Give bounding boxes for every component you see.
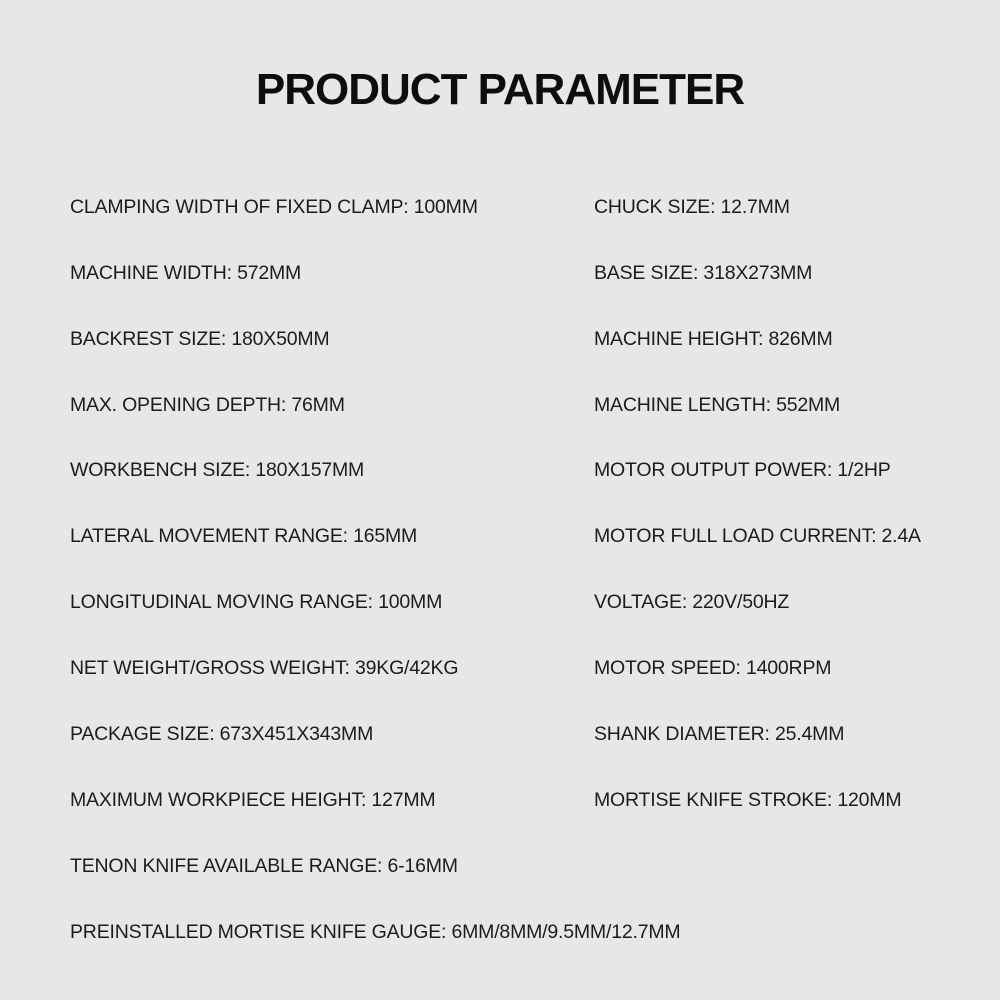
param-machine-height: MACHINE HEIGHT: 826MM <box>594 328 833 350</box>
param-voltage: VOLTAGE: 220V/50HZ <box>594 591 790 613</box>
param-mortise-knife-gauge: PREINSTALLED MORTISE KNIFE GAUGE: 6MM/8MM/9.5MM/12.7MM <box>70 921 681 943</box>
param-package-size: PACKAGE SIZE: 673X451X343MM <box>70 723 374 745</box>
param-tenon-knife-range: TENON KNIFE AVAILABLE RANGE: 6-16MM <box>70 855 458 877</box>
param-chuck-size: CHUCK SIZE: 12.7MM <box>594 196 790 218</box>
param-max-opening-depth: MAX. OPENING DEPTH: 76MM <box>70 394 345 416</box>
param-machine-width: MACHINE WIDTH: 572MM <box>70 262 302 284</box>
param-lateral-movement-range: LATERAL MOVEMENT RANGE: 165MM <box>70 525 418 547</box>
param-base-size: BASE SIZE: 318X273MM <box>594 262 813 284</box>
param-workbench-size: WORKBENCH SIZE: 180X157MM <box>70 459 365 481</box>
param-max-workpiece-height: MAXIMUM WORKPIECE HEIGHT: 127MM <box>70 789 436 811</box>
param-motor-full-load-current: MOTOR FULL LOAD CURRENT: 2.4A <box>594 525 921 547</box>
page-title: PRODUCT PARAMETER <box>255 65 745 114</box>
param-backrest-size: BACKREST SIZE: 180X50MM <box>70 328 330 350</box>
param-clamping-width: CLAMPING WIDTH OF FIXED CLAMP: 100MM <box>70 196 478 218</box>
param-shank-diameter: SHANK DIAMETER: 25.4MM <box>594 723 845 745</box>
param-motor-speed: MOTOR SPEED: 1400RPM <box>594 657 832 679</box>
param-longitudinal-moving-range: LONGITUDINAL MOVING RANGE: 100MM <box>70 591 443 613</box>
param-motor-output-power: MOTOR OUTPUT POWER: 1/2HP <box>594 459 891 481</box>
param-mortise-knife-stroke: MORTISE KNIFE STROKE: 120MM <box>594 789 902 811</box>
param-net-gross-weight: NET WEIGHT/GROSS WEIGHT: 39KG/42KG <box>70 657 459 679</box>
param-machine-length: MACHINE LENGTH: 552MM <box>594 394 841 416</box>
